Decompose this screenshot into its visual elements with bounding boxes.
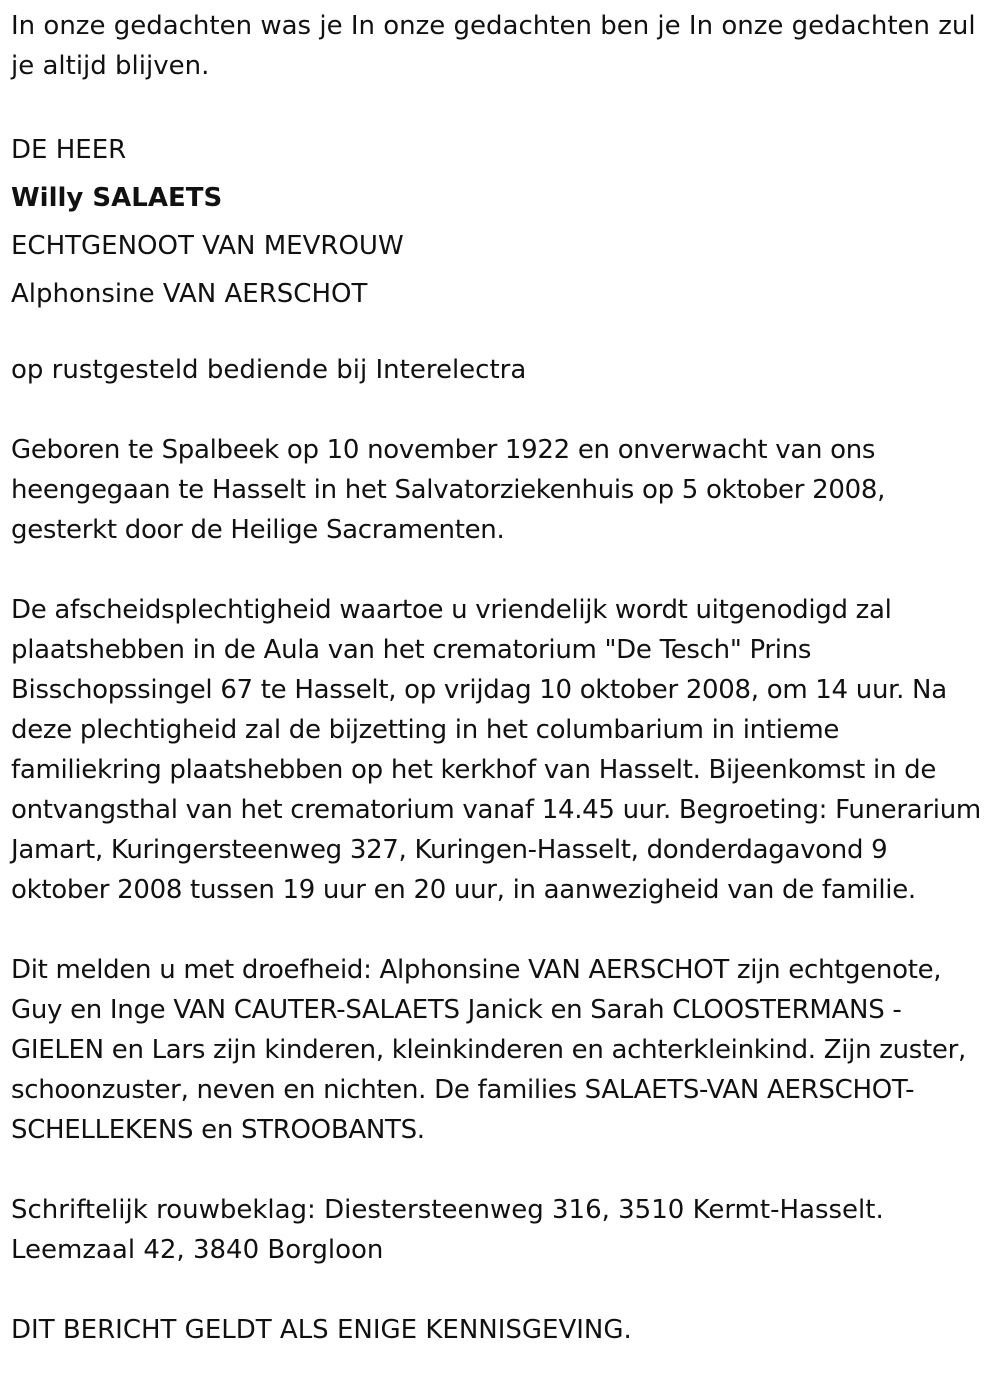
intro-text: In onze gedachten was je In onze gedachten ben je In onze gedachten zul je altijd blijven. (11, 11, 976, 81)
deceased-name: Willy SALAETS (11, 183, 223, 213)
family-text: Dit melden u met droefheid: Alphonsine VAN AERSCHOT zijn echtgenote, Guy en Inge VAN CAUTER-SALAETS Janick en Sarah CLOOSTERMANS -GIELEN en Lars zijn kinderen, kleinkinderen en achterkleinkind. Zijn zuster, schoonzuster, neven en nichten. De families SALAETS-VAN AERSCHOT-SCHELLEKENS en STROOBANTS. (11, 955, 966, 1145)
title-prefix: DE HEER (11, 135, 127, 165)
deceased-block (11, 126, 990, 318)
ceremony-text: De afscheidsplechtigheid waartoe u vriendelijk wordt uitgenodigd zal plaatshebben in de Aula van het crematorium "De Tesch" Prins Bisschopssingel 67 te Hasselt, op vrijdag 10 oktober 2008, om 14 uur. Na deze plechtigheid zal de bijzetting in het columbarium in intieme familiekring plaatshebben op het kerkhof van Hasselt. Bijeenkomst in de ontvangsthal van het crematorium vanaf 14.45 uur. Begroeting: Funerarium Jamart, Kuringersteenweg 327, Kuringen-Hasselt, donderdagavond 9 oktober 2008 tussen 19 uur en 20 uur, in aanwezigheid van de familie. (11, 595, 981, 905)
condolence-address-1: Schriftelijk rouwbeklag: Diestersteenweg 316, 3510 Kermt-Hasselt. (11, 1195, 884, 1225)
occupation-text: op rustgesteld bediende bij Interelectra (11, 355, 527, 385)
condolence-block (11, 1190, 990, 1270)
closing-text: DIT BERICHT GELDT ALS ENIGE KENNISGEVING. (11, 1315, 632, 1345)
condolence-address-2: Leemzaal 42, 3840 Borgloon (11, 1235, 384, 1265)
relation-label: ECHTGENOOT VAN MEVROUW (11, 231, 404, 261)
birth-death-text: Geboren te Spalbeek op 10 november 1922 en onverwacht van ons heengegaan te Hasselt in het Salvatorziekenhuis op 5 oktober 2008, gesterkt door de Heilige Sacramenten. (11, 435, 886, 545)
spouse-name: Alphonsine VAN AERSCHOT (11, 279, 368, 309)
